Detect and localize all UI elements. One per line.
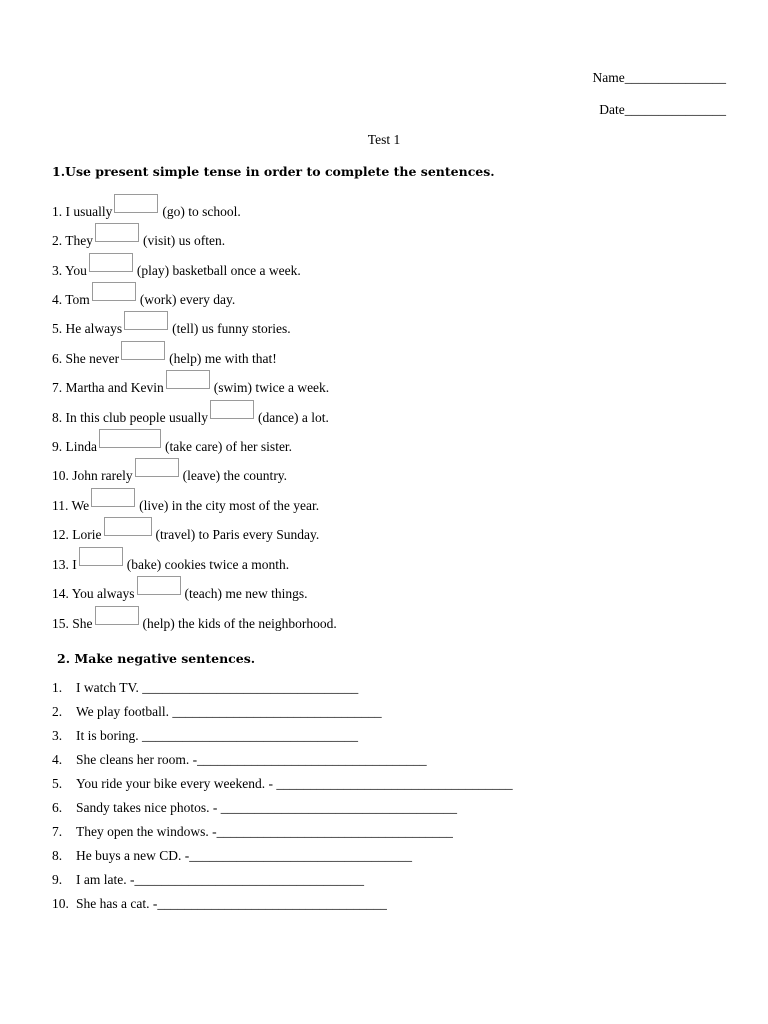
negative-item	[52, 728, 358, 744]
negative-item	[52, 872, 364, 888]
negative-item	[52, 680, 358, 696]
exercise-item	[52, 349, 277, 369]
date-label: Date	[599, 102, 625, 117]
item-text[interactable]: I watch TV. ________________________________	[76, 680, 359, 695]
item-text[interactable]: I am late. -__________________________________	[76, 872, 364, 887]
name-field[interactable]	[593, 70, 726, 86]
exercise-suffix: (dance) a lot.	[257, 410, 329, 425]
exercise-item	[52, 614, 337, 634]
exercise-prefix: 13. I	[52, 557, 77, 572]
exercise-item	[52, 319, 291, 339]
exercise-prefix: 11. We	[52, 498, 90, 513]
answer-box[interactable]	[95, 223, 139, 242]
item-number: 3.	[52, 728, 63, 743]
section2-heading: 2. Make negative sentences.	[57, 651, 256, 666]
exercise-prefix: 6. She never	[52, 351, 120, 366]
item-number: 2.	[52, 704, 63, 719]
name-blank[interactable]: _______________	[624, 70, 726, 85]
date-field[interactable]	[599, 102, 726, 118]
answer-box[interactable]	[124, 311, 168, 330]
item-text[interactable]: He buys a new CD. -_________________________________	[76, 848, 412, 863]
answer-box[interactable]	[114, 194, 158, 213]
exercise-item	[52, 378, 329, 398]
item-text[interactable]: Sandy takes nice photos. - ___________________________________	[76, 800, 457, 815]
page-title: Test 1	[367, 132, 401, 147]
exercise-prefix: 4. Tom	[52, 292, 90, 307]
exercise-suffix: (visit) us often.	[143, 233, 226, 248]
exercise-suffix: (play) basketball once a week.	[136, 263, 301, 278]
name-label: Name	[592, 70, 625, 85]
item-text[interactable]: She cleans her room. -__________________________________	[76, 752, 427, 767]
negative-item	[52, 824, 453, 840]
negative-item	[52, 848, 412, 864]
answer-box[interactable]	[104, 517, 152, 536]
exercise-suffix: (help) me with that!	[169, 351, 277, 366]
exercise-suffix: (swim) twice a week.	[213, 380, 330, 395]
item-number: 9.	[52, 872, 63, 887]
exercise-prefix: 2. They	[52, 233, 93, 248]
exercise-prefix: 15. She	[52, 616, 93, 631]
section1-heading: 1.Use present simple tense in order to complete the sentences.	[52, 164, 495, 179]
exercise-item	[52, 555, 289, 575]
exercise-suffix: (live) in the city most of the year.	[139, 498, 320, 513]
exercise-prefix: 14. You always	[52, 586, 135, 601]
exercise-suffix: (go) to school.	[162, 204, 241, 219]
item-text[interactable]: You ride your bike every weekend. - ___________________________________	[76, 776, 513, 791]
exercise-suffix: (take care) of her sister.	[165, 439, 293, 454]
answer-box[interactable]	[89, 253, 133, 272]
exercise-suffix: (help) the kids of the neighborhood.	[142, 616, 337, 631]
negative-item	[52, 896, 387, 912]
exercise-suffix: (work) every day.	[139, 292, 236, 307]
answer-box[interactable]	[210, 400, 254, 419]
negative-item	[52, 800, 457, 816]
exercise-prefix: 10. John rarely	[52, 468, 133, 483]
exercise-item	[52, 525, 319, 545]
item-number: 7.	[52, 824, 63, 839]
item-number: 10.	[52, 896, 69, 911]
exercise-suffix: (tell) us funny stories.	[172, 321, 291, 336]
negative-item	[52, 752, 427, 768]
answer-box[interactable]	[121, 341, 165, 360]
answer-box[interactable]	[137, 576, 181, 595]
item-text[interactable]: They open the windows. -___________________________________	[76, 824, 453, 839]
answer-box[interactable]	[92, 282, 136, 301]
answer-box[interactable]	[79, 547, 123, 566]
exercise-prefix: 8. In this club people usually	[52, 410, 208, 425]
item-text[interactable]: It is boring. ________________________________	[76, 728, 358, 743]
item-number: 6.	[52, 800, 63, 815]
exercise-item	[52, 261, 301, 281]
exercise-prefix: 5. He always	[52, 321, 123, 336]
exercise-item	[52, 408, 329, 428]
exercise-item	[52, 496, 319, 516]
answer-box[interactable]	[166, 370, 210, 389]
exercise-item	[52, 231, 225, 251]
item-text[interactable]: She has a cat. -__________________________________	[76, 896, 387, 911]
exercise-item	[52, 466, 287, 486]
exercise-item	[52, 437, 292, 457]
negative-item	[52, 704, 382, 720]
exercise-suffix: (travel) to Paris every Sunday.	[155, 527, 320, 542]
negative-item	[52, 776, 513, 792]
item-number: 5.	[52, 776, 63, 791]
exercise-item	[52, 202, 241, 222]
exercise-item	[52, 584, 307, 604]
date-blank[interactable]: _______________	[624, 102, 726, 117]
exercise-suffix: (teach) me new things.	[184, 586, 308, 601]
exercise-prefix: 9. Linda	[52, 439, 97, 454]
answer-box[interactable]	[91, 488, 135, 507]
answer-box[interactable]	[95, 606, 139, 625]
exercise-prefix: 7. Martha and Kevin	[52, 380, 164, 395]
exercise-prefix: 12. Lorie	[52, 527, 102, 542]
exercise-suffix: (leave) the country.	[182, 468, 288, 483]
item-number: 1.	[52, 680, 63, 695]
item-text[interactable]: We play football. _______________________________	[76, 704, 382, 719]
exercise-prefix: 1. I usually	[52, 204, 113, 219]
item-number: 8.	[52, 848, 63, 863]
exercise-suffix: (bake) cookies twice a month.	[126, 557, 290, 572]
answer-box[interactable]	[99, 429, 161, 448]
exercise-prefix: 3. You	[52, 263, 87, 278]
exercise-item	[52, 290, 235, 310]
item-number: 4.	[52, 752, 63, 767]
answer-box[interactable]	[135, 458, 179, 477]
